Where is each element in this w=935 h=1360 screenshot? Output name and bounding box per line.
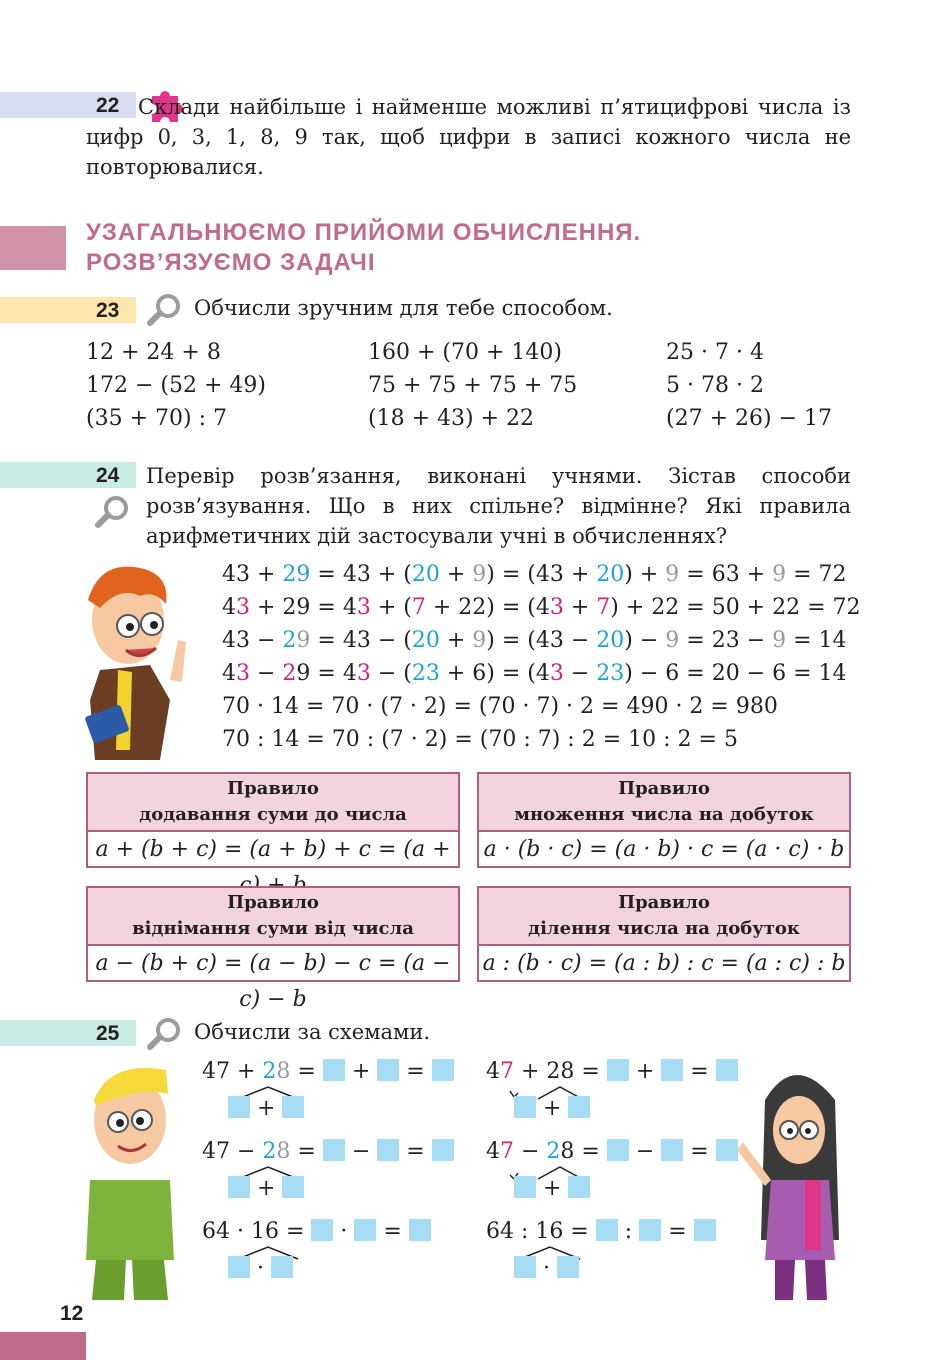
answer-box[interactable] [228, 1256, 250, 1278]
answer-box[interactable] [282, 1176, 304, 1198]
rule-subtitle: ділення числа на добуток [528, 918, 800, 939]
rule-formula: a : (b · c) = (a : b) : c = (a : c) : b [479, 944, 849, 982]
rule-header [88, 774, 458, 830]
task-24-text [146, 461, 851, 551]
scheme-right-2-split: + [514, 1176, 590, 1201]
scheme-left-2-split: + [228, 1176, 304, 1201]
magnifier-icon [146, 292, 184, 328]
rule-header [479, 888, 849, 944]
answer-box[interactable] [607, 1059, 629, 1081]
task-23-text: Обчисли зручним для тебе способом. [194, 296, 613, 320]
scheme-right-3: 64 : 16 = : = [486, 1219, 716, 1244]
answer-box[interactable] [557, 1256, 579, 1278]
section-heading-line2: РОЗВ’ЯЗУЄМО ЗАДАЧІ [86, 249, 376, 276]
answer-box[interactable] [323, 1139, 345, 1161]
expression: 12 + 24 + 8 [86, 340, 221, 365]
boy-with-glasses-illustration [70, 560, 200, 760]
rule-header [88, 888, 458, 944]
answer-box[interactable] [568, 1096, 590, 1118]
rule-header [479, 774, 849, 830]
expression: 172 − (52 + 49) [86, 373, 266, 398]
task-23-col-3 [666, 336, 832, 435]
answer-box[interactable] [432, 1059, 454, 1081]
section-heading-line1: УЗАГАЛЬНЮЄМО ПРИЙОМИ ОБЧИСЛЕННЯ. [86, 219, 642, 246]
expression: 75 + 75 + 75 + 75 [368, 373, 578, 398]
answer-box[interactable] [282, 1096, 304, 1118]
scheme-left-3-split: · [228, 1256, 293, 1281]
computation-line-3: 43 − 29 = 43 − (20 + 9) = (43 − 20) − 9 = 23 − 9 = 14 [222, 628, 847, 653]
expression: (18 + 43) + 22 [368, 406, 534, 431]
computation-line-6: 70 : 14 = 70 : (7 · 2) = (70 : 7) : 2 = 10 : 2 = 5 [222, 727, 738, 752]
rule-title: Правило [227, 778, 319, 799]
scheme-right-2: 47 − 28 = − = [486, 1139, 738, 1164]
answer-box[interactable] [514, 1256, 536, 1278]
task-22-number: 22 [96, 94, 120, 117]
answer-box[interactable] [661, 1059, 683, 1081]
rule-division-box [477, 886, 851, 982]
answer-box[interactable] [514, 1176, 536, 1198]
expression: (27 + 26) − 17 [666, 406, 832, 431]
answer-box[interactable] [228, 1096, 250, 1118]
rule-subtraction-box [86, 886, 460, 1012]
task-23-col-2 [368, 336, 577, 435]
answer-box[interactable] [514, 1096, 536, 1118]
answer-box[interactable] [661, 1139, 683, 1161]
scheme-left-2: 47 − 28 = − = [202, 1139, 454, 1164]
answer-box[interactable] [607, 1139, 629, 1161]
scheme-left-3: 64 · 16 = · = [202, 1219, 431, 1244]
scheme-left-1: 47 + 28 = + = [202, 1059, 454, 1084]
answer-box[interactable] [377, 1059, 399, 1081]
answer-box[interactable] [432, 1139, 454, 1161]
scheme-right-3-split: · [514, 1256, 579, 1281]
answer-box[interactable] [323, 1059, 345, 1081]
task-22-text [86, 92, 851, 182]
girl-with-glasses-illustration [735, 1060, 865, 1300]
section-heading [86, 218, 641, 278]
answer-box[interactable] [568, 1176, 590, 1198]
answer-box[interactable] [716, 1139, 738, 1161]
expression: 160 + (70 + 140) [368, 340, 562, 365]
scheme-left-1-split: + [228, 1096, 304, 1121]
rule-addition-box [86, 772, 460, 868]
rule-title: Правило [618, 778, 710, 799]
answer-box[interactable] [311, 1219, 333, 1241]
task-23-col-1 [86, 336, 266, 435]
computation-line-5: 70 · 14 = 70 · (7 · 2) = (70 · 7) · 2 = 490 · 2 = 980 [222, 694, 778, 719]
answer-box[interactable] [596, 1219, 618, 1241]
rule-title: Правило [618, 892, 710, 913]
task-25-text: Обчисли за схемами. [194, 1020, 431, 1044]
scheme-right-1: 47 + 28 = + = [486, 1059, 738, 1084]
answer-box[interactable] [377, 1139, 399, 1161]
expression: 5 · 78 · 2 [666, 373, 764, 398]
expression: 25 · 7 · 4 [666, 340, 764, 365]
expression: (35 + 70) : 7 [86, 406, 227, 431]
rule-formula: a − (b + c) = (a − b) − c = (a − c) − b [88, 944, 458, 1018]
rule-formula: a + (b + c) = (a + b) + c = (a + [88, 830, 458, 904]
task-22-text-content: Склади найбільше і найменше можливі п’ятицифрові числа із цифр 0, 3, 1, 8, 9 так, щоб цифри в записі кожного числа не повторювалися. [86, 95, 851, 179]
answer-box[interactable] [271, 1256, 293, 1278]
answer-box[interactable] [694, 1219, 716, 1241]
answer-box[interactable] [409, 1219, 431, 1241]
task-23-number: 23 [96, 299, 120, 322]
page-number: 12 [60, 1302, 84, 1325]
computation-line-1: 43 + 29 = 43 + (20 + 9) = (43 + 20) + 9 = 63 + 9 = 72 [222, 562, 847, 587]
answer-box[interactable] [716, 1059, 738, 1081]
section-strip [0, 226, 66, 270]
answer-box[interactable] [228, 1176, 250, 1198]
task-25-number: 25 [96, 1022, 120, 1045]
rule-subtitle: додавання суми до числа [139, 804, 407, 825]
page-footer-bar [0, 1332, 86, 1360]
magnifier-icon [94, 494, 132, 530]
blond-boy-illustration [70, 1060, 190, 1300]
magnifier-icon [146, 1016, 184, 1052]
rule-formula: a · (b · c) = (a · b) · c = (a · c) · b [479, 830, 849, 868]
rule-subtitle: віднімання суми від числа [132, 918, 414, 939]
scheme-right-1-split: + [514, 1096, 590, 1121]
computation-line-4: 43 − 29 = 43 − (23 + 6) = (43 − 23) − 6 = 20 − 6 = 14 [222, 661, 847, 686]
computation-line-2: 43 + 29 = 43 + (7 + 22) = (43 + 7) + 22 = 50 + 22 = 72 [222, 595, 861, 620]
task-24-text-content: Перевір розв’язання, виконані учнями. Зістав способи розв’язування. Що в них спільне? відмінне? Які правила арифметичних дій застосували учні в обчисленнях? [146, 464, 851, 548]
rule-title: Правило [227, 892, 319, 913]
answer-box[interactable] [639, 1219, 661, 1241]
rule-subtitle: множення числа на добуток [514, 804, 814, 825]
rule-multiplication-box [477, 772, 851, 868]
answer-box[interactable] [354, 1219, 376, 1241]
task-24-number: 24 [96, 464, 120, 487]
